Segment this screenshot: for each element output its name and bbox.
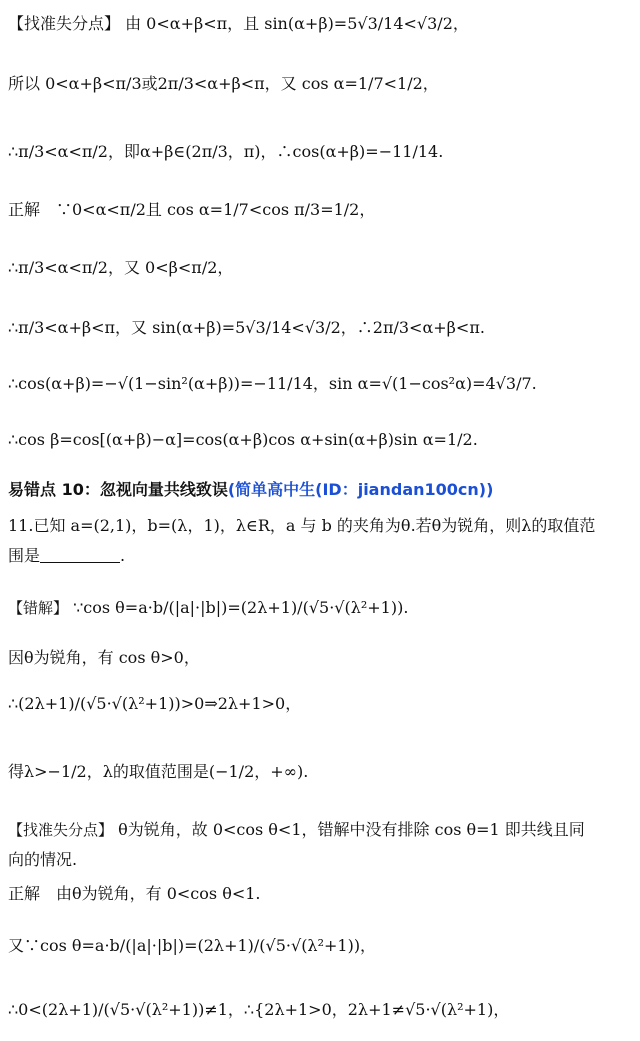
wrong-solution-line <box>8 596 634 620</box>
analysis-text: θ为锐角，故 0<cos θ<1，错解中没有排除 cos θ=1 即共线且同 <box>113 820 585 839</box>
text-line: ∴cos β=cos[(α+β)−α]=cos(α+β)cos α+sin(α+β)sin α=1/2. <box>8 430 478 449</box>
text-line: 向的情况. <box>8 850 78 869</box>
text-line: 正解 ∵0<α<π/2且 cos α=1/7<cos π/3=1/2， <box>8 200 376 219</box>
analysis-line <box>8 818 634 842</box>
wrong-solution-tag: 【错解】 <box>8 599 69 617</box>
text-line: 【找准失分点】 由 0<α+β<π，且 sin(α+β)=5√3/14<√3/2， <box>8 14 469 33</box>
text-line: ∴(2λ+1)/(√5·√(λ²+1))>0⇒2λ+1>0， <box>8 694 302 713</box>
analysis-tag: 【找准失分点】 <box>8 821 114 839</box>
text-line: 正解 由θ为锐角，有 0<cos θ<1. <box>8 884 261 903</box>
text-line: ∴π/3<α<π/2，即α+β∈(2π/3，π)，∴cos(α+β)=−11/14. <box>8 142 444 161</box>
section-title: 易错点 10：忽视向量共线致误 <box>8 480 228 499</box>
text-line: ∴π/3<α+β<π，又 sin(α+β)=5√3/14<√3/2，∴2π/3<α+β<π. <box>8 318 485 337</box>
problem-line: 11.已知 a=(2,1)，b=(λ，1)，λ∈R，a 与 b 的夹角为θ.若θ为锐角，则λ的取值范 <box>8 516 596 535</box>
section-heading <box>8 478 634 502</box>
answer-blank <box>40 546 120 563</box>
wrong-solution-text: ∵cos θ=a·b/(|a|·|b|)=(2λ+1)/(√5·√(λ²+1)). <box>68 598 409 617</box>
problem-text: 围是 <box>8 546 41 565</box>
problem-text: . <box>120 546 126 565</box>
text-line: 所以 0<α+β<π/3或2π/3<α+β<π，又 cos α=1/7<1/2， <box>8 74 439 93</box>
text-line: ∴π/3<α<π/2，又 0<β<π/2， <box>8 258 234 277</box>
source-credit: (简单高中生(ID：jiandan100cn)) <box>227 480 494 499</box>
text-line: 又∵cos θ=a·b/(|a|·|b|)=(2λ+1)/(√5·√(λ²+1))， <box>8 936 377 955</box>
text-line: ∴cos(α+β)=−√(1−sin²(α+β))=−11/14，sin α=√(1−cos²α)=4√3/7. <box>8 374 537 393</box>
text-line: ∴0<(2λ+1)/(√5·√(λ²+1))≠1，∴{2λ+1>0，2λ+1≠√5·√(λ²+1)， <box>8 1000 510 1019</box>
text-line: 得λ>−1/2，λ的取值范围是(−1/2，+∞). <box>8 762 309 781</box>
problem-line <box>8 544 634 568</box>
text-line: 因θ为锐角，有 cos θ>0， <box>8 648 200 667</box>
